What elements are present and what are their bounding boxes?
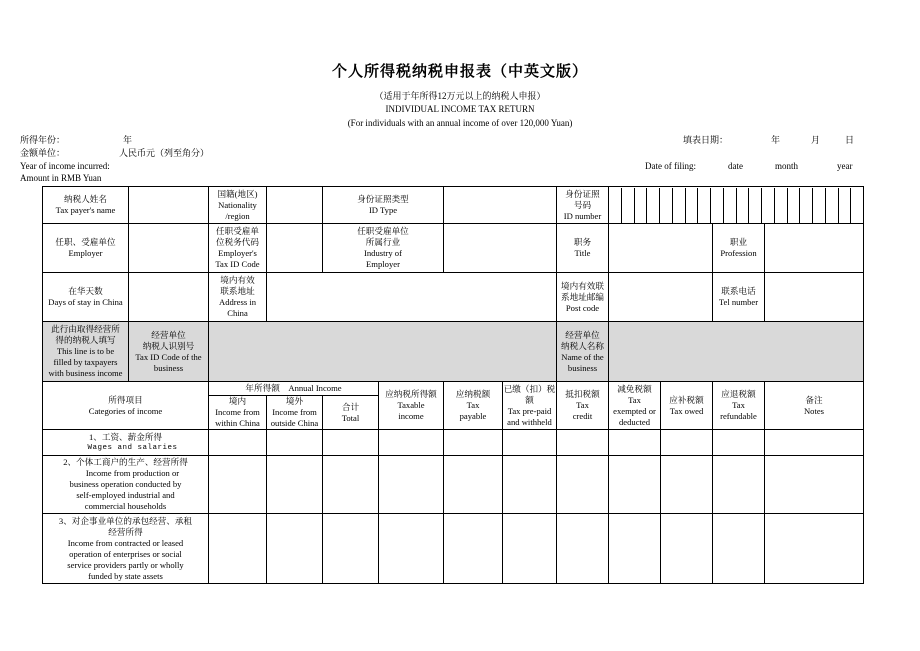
subtitle-en-2: (For individuals with an annual income of over 120,000 Yuan) xyxy=(347,118,573,128)
tel-field[interactable] xyxy=(765,273,864,322)
subtitle-cn: （适用于年所得12万元以上的纳税人申报） xyxy=(374,91,546,101)
industry-label: 任职受雇单位 所属行业 Industry of Employer xyxy=(323,224,444,273)
taxpayer-row xyxy=(43,187,864,224)
cell[interactable] xyxy=(444,514,503,584)
filing-year-cn: 年 xyxy=(771,135,781,145)
cell[interactable] xyxy=(209,430,267,456)
annual-income-header: 年所得额 Annual Income xyxy=(209,382,379,396)
categories-header: 所得项目 Categories of income xyxy=(43,382,209,430)
nationality-label: 国籍(地区) Nationality /region xyxy=(209,187,267,224)
cell[interactable] xyxy=(609,456,661,514)
business-taxid-field[interactable] xyxy=(209,322,557,382)
address-field[interactable] xyxy=(267,273,557,322)
cell[interactable] xyxy=(503,514,557,584)
tax-refundable-header: 应退税额 Tax refundable xyxy=(713,382,765,430)
cell[interactable] xyxy=(713,430,765,456)
cell[interactable] xyxy=(661,514,713,584)
cell[interactable] xyxy=(267,456,323,514)
cell[interactable] xyxy=(609,430,661,456)
cell[interactable] xyxy=(713,456,765,514)
id-type-field[interactable] xyxy=(444,187,557,224)
income-row-wages xyxy=(43,430,864,456)
profession-label: 职业 Profession xyxy=(713,224,765,273)
taxpayer-name-label: 纳税人姓名 Tax payer's name xyxy=(43,187,129,224)
amount-unit-value-cn: 人民币元（列至角分） xyxy=(119,148,210,158)
filing-day-cn: 日 xyxy=(845,135,855,145)
cell[interactable] xyxy=(379,430,444,456)
income-category-contracted: 3、对企事业单位的承包经营、承租 经营所得 Income from contracted or leased operation of enterprises or social service providers partly or wholly funded by state assets xyxy=(43,514,209,584)
amount-unit-en: Amount in RMB Yuan xyxy=(20,173,102,183)
tax-payable-header: 应纳税额 Tax payable xyxy=(444,382,503,430)
cell[interactable] xyxy=(323,514,379,584)
postcode-field[interactable] xyxy=(609,273,713,322)
cell[interactable] xyxy=(267,430,323,456)
cell[interactable] xyxy=(267,514,323,584)
total-header: 合计 Total xyxy=(323,396,379,430)
industry-field[interactable] xyxy=(444,224,557,273)
title-label: 职务 Title xyxy=(557,224,609,273)
cell[interactable] xyxy=(661,456,713,514)
cell[interactable] xyxy=(765,456,864,514)
postcode-label: 境内有效联 系地址邮编 Post code xyxy=(557,273,609,322)
cell[interactable] xyxy=(209,456,267,514)
filing-month-cn: 月 xyxy=(811,135,821,145)
cell[interactable] xyxy=(609,514,661,584)
cell[interactable] xyxy=(557,456,609,514)
tax-prepaid-header: 已缴（扣）税 额 Tax pre-paid and withheld xyxy=(503,382,557,430)
title-field[interactable] xyxy=(609,224,713,273)
cell[interactable] xyxy=(209,514,267,584)
tel-label: 联系电话 Tel number xyxy=(713,273,765,322)
tax-return-form xyxy=(42,186,864,584)
income-category-wages: 1、工资、薪金所得 Wages and salaries xyxy=(43,430,209,456)
income-row-contracted xyxy=(43,514,864,584)
employer-label: 任职、受雇单位 Employer xyxy=(43,224,129,273)
cell[interactable] xyxy=(503,456,557,514)
employer-taxid-field[interactable] xyxy=(267,224,323,273)
address-row xyxy=(43,273,864,322)
within-china-header: 境内 Income from within China xyxy=(209,396,267,430)
cell[interactable] xyxy=(379,514,444,584)
nationality-field[interactable] xyxy=(267,187,323,224)
income-category-business: 2、个体工商户的生产、经营所得 Income from production or business operation conducted by self-employed industrial and commercial households xyxy=(43,456,209,514)
taxable-income-header: 应纳税所得额 Taxable income xyxy=(379,382,444,430)
tax-exempted-header: 减免税额 Tax exempted or deducted xyxy=(609,382,661,430)
cell[interactable] xyxy=(323,430,379,456)
cell[interactable] xyxy=(765,430,864,456)
business-name-field[interactable] xyxy=(609,322,864,382)
address-label: 境内有效 联系地址 Address in China xyxy=(209,273,267,322)
filing-date-label-cn: 填表日期： xyxy=(683,135,729,145)
business-row xyxy=(43,322,864,382)
employer-row xyxy=(43,224,864,273)
filing-date-en: date xyxy=(728,161,743,171)
filing-date-label-en: Date of filing: xyxy=(645,161,696,171)
business-name-label: 经营单位 纳税人名称 Name of the business xyxy=(557,322,609,382)
income-year-label-en: Year of income incurred: xyxy=(20,161,110,171)
cell[interactable] xyxy=(557,430,609,456)
amount-unit-label-cn: 金额单位： xyxy=(20,148,66,158)
taxpayer-name-field[interactable] xyxy=(129,187,209,224)
id-number-label: 身份证照 号码 ID number xyxy=(557,187,609,224)
income-header-row-1 xyxy=(43,382,864,396)
employer-taxid-label: 任职受雇单 位税务代码 Employer's Tax ID Code xyxy=(209,224,267,273)
id-type-label: 身份证照类型 ID Type xyxy=(323,187,444,224)
profession-field[interactable] xyxy=(765,224,864,273)
cell[interactable] xyxy=(503,430,557,456)
business-taxid-label: 经营单位 纳税人识别号 Tax ID Code of the business xyxy=(129,322,209,382)
days-label: 在华天数 Days of stay in China xyxy=(43,273,129,322)
cell[interactable] xyxy=(713,514,765,584)
id-number-boxes[interactable] xyxy=(609,187,864,224)
filing-year-en: year xyxy=(837,161,853,171)
filing-month-en: month xyxy=(775,161,799,171)
id-digit-boxes xyxy=(609,188,863,223)
form-title: 个人所得税纳税申报表（中英文版） xyxy=(331,64,588,80)
income-row-business xyxy=(43,456,864,514)
cell[interactable] xyxy=(444,456,503,514)
days-field[interactable] xyxy=(129,273,209,322)
tax-owed-header: 应补税额 Tax owed xyxy=(661,382,713,430)
employer-field[interactable] xyxy=(129,224,209,273)
outside-china-header: 境外 Income from outside China xyxy=(267,396,323,430)
notes-header: 备注 Notes xyxy=(765,382,864,430)
income-year-label-cn: 所得年份： xyxy=(20,135,66,145)
cell[interactable] xyxy=(661,430,713,456)
income-year-suffix-cn: 年 xyxy=(123,135,133,145)
cell[interactable] xyxy=(323,456,379,514)
tax-credit-header: 抵扣税额 Tax credit xyxy=(557,382,609,430)
business-line-note: 此行由取得经营所 得的纳税人填写 This line is to be filled by taxpayers with business income xyxy=(43,322,129,382)
cell[interactable] xyxy=(379,456,444,514)
cell[interactable] xyxy=(444,430,503,456)
cell[interactable] xyxy=(765,514,864,584)
cell[interactable] xyxy=(557,514,609,584)
subtitle-en: INDIVIDUAL INCOME TAX RETURN xyxy=(385,104,535,114)
